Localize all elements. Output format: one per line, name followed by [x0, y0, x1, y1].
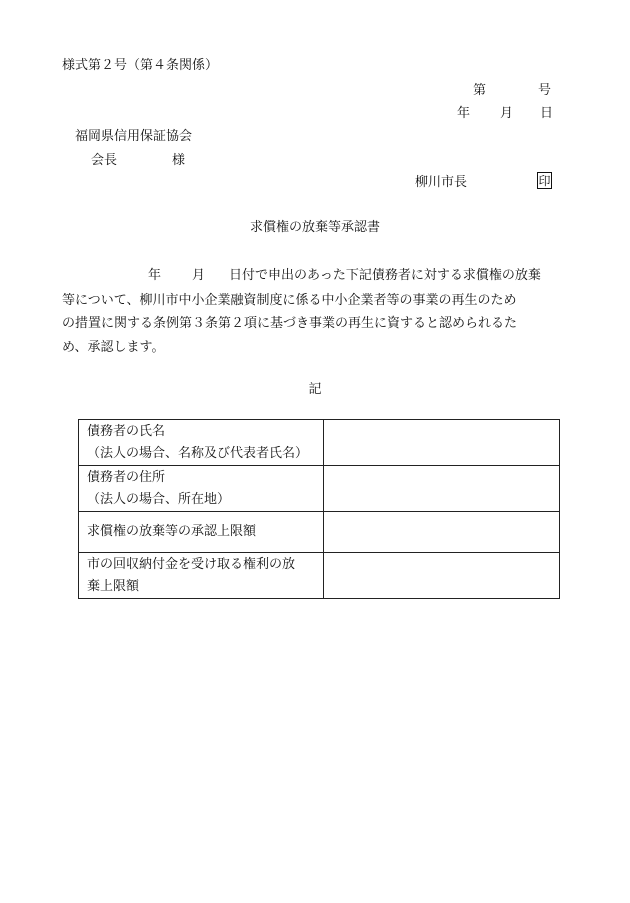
seal-mark: 印: [538, 173, 551, 188]
document-number-suffix: 号: [538, 83, 552, 98]
ki-label: 記: [308, 382, 322, 397]
addressee-title: 会長: [91, 153, 118, 168]
body-year-label: 年: [148, 268, 162, 283]
document-number-prefix: 第: [473, 83, 487, 98]
table-row: [79, 466, 560, 512]
table-row: [79, 553, 560, 599]
table-label-cell: [79, 420, 324, 466]
info-table: [78, 419, 560, 599]
body-line-1-text: 日付で申出のあった下記債務者に対する求償権の放棄: [229, 268, 541, 283]
form-number: 様式第２号（第４条関係）: [62, 58, 219, 73]
addressee-organization: 福岡県信用保証協会: [75, 129, 193, 144]
addressee-honorific: 様: [172, 153, 186, 168]
table-label-line: 債務者の氏名: [87, 423, 166, 439]
table-label-line: 求償権の放棄等の承認上限額: [87, 524, 257, 539]
document-title: 求償権の放棄等承認書: [249, 220, 380, 235]
body-line-3: の措置に関する条例第３条第２項に基づき事業の再生に資すると認められるた: [62, 316, 518, 331]
table-row: [79, 512, 560, 553]
table-label-line: （法人の場合、所在地）: [87, 491, 231, 507]
date-month-label: 月: [500, 106, 514, 121]
date-year-label: 年: [457, 106, 471, 121]
table-label-line: 債務者の住所: [87, 469, 166, 485]
table-value-cell[interactable]: [324, 553, 560, 599]
issuer-name: 柳川市長: [415, 175, 468, 190]
table-value-cell[interactable]: [324, 466, 560, 512]
body-line-4: め、承認します。: [62, 340, 165, 355]
table-label-cell: [79, 466, 324, 512]
table-row: [79, 420, 560, 466]
table-label-line: 棄上限額: [87, 578, 140, 594]
table-value-cell[interactable]: [324, 512, 560, 553]
table-label-line: 市の回収納付金を受け取る権利の放: [87, 556, 296, 572]
date-day-label: 日: [540, 106, 554, 121]
body-month-label: 月: [192, 268, 206, 283]
table-label-line: （法人の場合、名称及び代表者氏名）: [87, 445, 309, 461]
table-value-cell[interactable]: [324, 420, 560, 466]
table-label-cell: [79, 512, 324, 553]
table-label-cell: [79, 553, 324, 599]
body-line-1: [62, 269, 562, 283]
body-line-2: 等について、柳川市中小企業融資制度に係る中小企業者等の事業の再生のため: [62, 293, 517, 308]
